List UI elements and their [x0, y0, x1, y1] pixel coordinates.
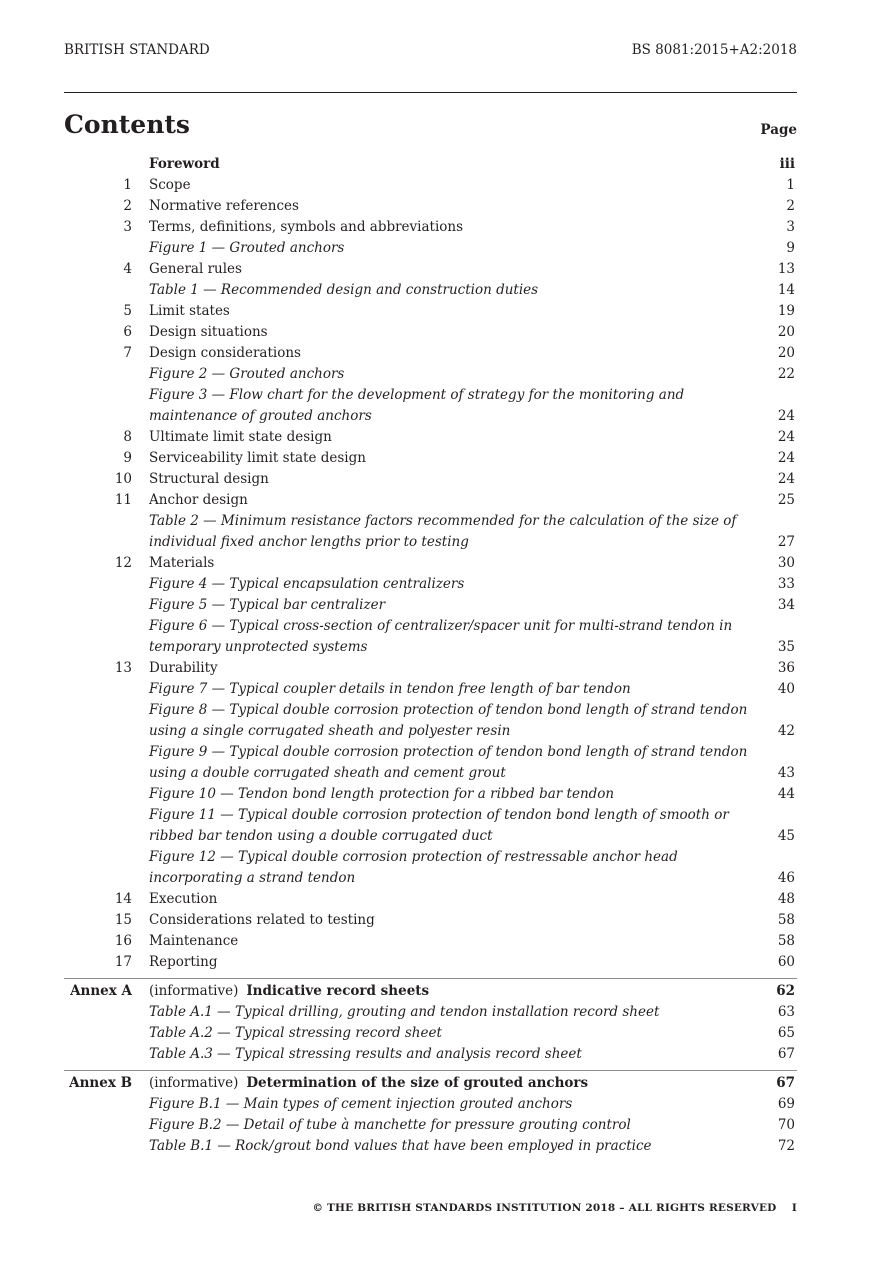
toc-subentry[interactable]	[64, 784, 797, 805]
toc-entry-number: 11	[114, 492, 132, 508]
toc-subentry[interactable]	[64, 238, 797, 259]
toc-subentry[interactable]	[64, 805, 797, 847]
toc-entry-title: Normative references	[149, 198, 299, 214]
toc-page-number: 67	[776, 1075, 795, 1091]
page-title: Contents	[64, 110, 191, 139]
toc-page-number: 46	[777, 870, 795, 886]
toc-page-number: iii	[779, 156, 795, 172]
toc-entry-title: Table A.2 — Typical stressing record sheet	[149, 1025, 442, 1041]
toc-page-number: 58	[777, 912, 795, 928]
toc-page-number: 35	[777, 639, 795, 655]
toc-entry-title: Reporting	[149, 954, 218, 970]
header-rule	[64, 92, 797, 93]
toc-subentry[interactable]	[64, 1023, 797, 1044]
table-of-contents	[64, 154, 797, 1157]
toc-page-number: 25	[777, 492, 795, 508]
toc-page-number: 20	[777, 345, 795, 361]
toc-page-number: 3	[786, 219, 795, 235]
toc-page-number: 62	[776, 983, 795, 999]
toc-entry-number: 10	[114, 471, 132, 487]
toc-page-number: 27	[777, 534, 795, 550]
toc-entry-title: Anchor design	[149, 492, 248, 508]
toc-entry[interactable]	[64, 322, 797, 343]
toc-page-number: 2	[786, 198, 795, 214]
copyright-footer: © THE BRITISH STANDARDS INSTITUTION 2018 – ALL RIGHTS RESERVED I	[312, 1202, 797, 1214]
toc-entry-number: 13	[114, 660, 132, 676]
toc-subentry[interactable]	[64, 700, 797, 742]
toc-entry-title: Terms, definitions, symbols and abbreviations	[149, 219, 464, 235]
toc-entry-number: 7	[123, 345, 132, 361]
toc-page-number: 24	[777, 450, 795, 466]
toc-entry-number: 15	[114, 912, 132, 928]
toc-entry-title: Structural design	[149, 471, 269, 487]
toc-subentry[interactable]	[64, 280, 797, 301]
toc-subentry[interactable]	[64, 1115, 797, 1136]
toc-entry[interactable]	[64, 427, 797, 448]
toc-page-number: 30	[777, 555, 795, 571]
toc-entry[interactable]	[64, 301, 797, 322]
toc-entry[interactable]	[64, 952, 797, 973]
toc-subentry[interactable]	[64, 595, 797, 616]
toc-entry[interactable]	[64, 553, 797, 574]
toc-page-number: 63	[777, 1004, 795, 1020]
toc-entry-title: Ultimate limit state design	[149, 429, 332, 445]
toc-entry-number: 3	[123, 219, 132, 235]
toc-annex-prefix: (informative)	[149, 983, 239, 999]
toc-entry-number: Annex B	[69, 1075, 132, 1091]
toc-page-number: 58	[777, 933, 795, 949]
toc-entry-title: Figure 1 — Grouted anchors	[149, 240, 345, 256]
toc-entry-title: Table B.1 — Rock/grout bond values that have been employed in practice	[149, 1138, 652, 1154]
toc-entry-title: Figure 7 — Typical coupler details in tendon free length of bar tendon	[149, 681, 631, 697]
toc-subentry[interactable]	[64, 679, 797, 700]
toc-entry-title: Figure 2 — Grouted anchors	[149, 366, 345, 382]
toc-entry-title: Figure 10 — Tendon bond length protection for a ribbed bar tendon	[149, 786, 615, 802]
toc-page-number: 43	[777, 765, 795, 781]
toc-entry-title: Figure B.2 — Detail of tube à manchette for pressure grouting control	[149, 1117, 631, 1133]
toc-entry-title: Figure 5 — Typical bar centralizer	[149, 597, 386, 613]
toc-entry[interactable]	[64, 469, 797, 490]
header-standard-number: BS 8081:2015+A2:2018	[631, 42, 797, 58]
toc-entry-title: Execution	[149, 891, 218, 907]
toc-entry[interactable]	[64, 196, 797, 217]
toc-entry[interactable]	[64, 343, 797, 364]
toc-entry[interactable]	[64, 910, 797, 931]
toc-page-number: 19	[777, 303, 795, 319]
toc-annex-title: Determination of the size of grouted anchors	[246, 1075, 589, 1091]
toc-entry-number: 4	[123, 261, 132, 277]
toc-entry-title: Figure 11 — Typical double corrosion protection of tendon bond length of smooth or ribbed bar tendon using a double corrugated duct	[149, 807, 729, 844]
toc-page-number: 9	[786, 240, 795, 256]
toc-entry[interactable]	[64, 217, 797, 238]
toc-entry-title: Scope	[149, 177, 191, 193]
toc-subentry[interactable]	[64, 574, 797, 595]
toc-entry-title: Table A.3 — Typical stressing results and analysis record sheet	[149, 1046, 582, 1062]
toc-annex-title-wrap	[149, 1073, 752, 1094]
toc-page-number: 67	[777, 1046, 795, 1062]
toc-page-number: 20	[777, 324, 795, 340]
toc-page-number: 24	[777, 429, 795, 445]
toc-entry-title: Materials	[149, 555, 215, 571]
toc-annex-entry[interactable]	[64, 978, 797, 1002]
toc-page-number: 24	[777, 408, 795, 424]
toc-entry-title: Figure 8 — Typical double corrosion protection of tendon bond length of strand tendon using a single corrugated sheath and polyester resin	[149, 702, 748, 739]
toc-page-number: 33	[777, 576, 795, 592]
toc-subentry[interactable]	[64, 1002, 797, 1023]
toc-entry-title: Durability	[149, 660, 218, 676]
toc-entry-title: General rules	[149, 261, 242, 277]
toc-entry[interactable]	[64, 448, 797, 469]
toc-entry-number: 12	[114, 555, 132, 571]
toc-page-number: 22	[777, 366, 795, 382]
toc-page-number: 34	[777, 597, 795, 613]
toc-entry-number: 9	[123, 450, 132, 466]
toc-entry-title: Considerations related to testing	[149, 912, 375, 928]
toc-page-number: 45	[777, 828, 795, 844]
toc-entry-title: Foreword	[149, 156, 220, 172]
toc-entry[interactable]	[64, 259, 797, 280]
toc-entry-number: 16	[114, 933, 132, 949]
toc-entry-number: Annex A	[70, 983, 132, 999]
toc-entry-number: 1	[123, 177, 132, 193]
toc-entry-number: 14	[114, 891, 132, 907]
toc-annex-title: Indicative record sheets	[246, 983, 430, 999]
toc-entry-title: Limit states	[149, 303, 230, 319]
toc-page-number: 1	[786, 177, 795, 193]
toc-entry[interactable]	[64, 658, 797, 679]
toc-page-number: 60	[777, 954, 795, 970]
toc-page-number: 65	[777, 1025, 795, 1041]
toc-entry-title: Figure 4 — Typical encapsulation centralizers	[149, 576, 465, 592]
toc-entry-number: 5	[123, 303, 132, 319]
toc-entry-title: Figure 12 — Typical double corrosion protection of restressable anchor head incorporating a strand tendon	[149, 849, 678, 886]
toc-entry-title: Maintenance	[149, 933, 239, 949]
toc-page-number: 40	[777, 681, 795, 697]
toc-entry[interactable]	[64, 931, 797, 952]
toc-page-number: 42	[777, 723, 795, 739]
toc-entry[interactable]	[64, 889, 797, 910]
toc-page-number: 48	[777, 891, 795, 907]
toc-entry-title: Figure B.1 — Main types of cement injection grouted anchors	[149, 1096, 573, 1112]
toc-entry-title: Serviceability limit state design	[149, 450, 366, 466]
toc-entry-title: Table A.1 — Typical drilling, grouting and tendon installation record sheet	[149, 1004, 660, 1020]
page-column-label: Page	[760, 122, 797, 138]
toc-page-number: 13	[777, 261, 795, 277]
toc-entry-title: Figure 3 — Flow chart for the development of strategy for the monitoring and maintenance of grouted anchors	[149, 387, 685, 424]
toc-entry-number: 6	[123, 324, 132, 340]
toc-entry-number: 8	[123, 429, 132, 445]
toc-annex-title-wrap	[149, 981, 752, 1002]
toc-entry-title: Design situations	[149, 324, 268, 340]
toc-subentry[interactable]	[64, 616, 797, 658]
toc-annex-entry[interactable]	[64, 1070, 797, 1094]
toc-entry-title: Figure 6 — Typical cross-section of centralizer/spacer unit for multi-strand tendon in temporary unprotected systems	[149, 618, 733, 655]
toc-entry-title: Figure 9 — Typical double corrosion protection of tendon bond length of strand tendon using a double corrugated sheath and cement grout	[149, 744, 748, 781]
toc-entry[interactable]	[64, 490, 797, 511]
toc-subentry[interactable]	[64, 847, 797, 889]
toc-entry-title: Table 1 — Recommended design and construction duties	[149, 282, 539, 298]
toc-page-number: 44	[777, 786, 795, 802]
toc-entry-title: Design considerations	[149, 345, 301, 361]
toc-entry-number: 17	[114, 954, 132, 970]
toc-page-number: 24	[777, 471, 795, 487]
toc-subentry[interactable]	[64, 1136, 797, 1157]
toc-subentry[interactable]	[64, 364, 797, 385]
toc-annex-prefix: (informative)	[149, 1075, 239, 1091]
toc-entry[interactable]	[64, 154, 797, 175]
toc-page-number: 36	[777, 660, 795, 676]
header-standard-label: BRITISH STANDARD	[64, 42, 210, 58]
toc-entry-number: 2	[123, 198, 132, 214]
toc-subentry[interactable]	[64, 1044, 797, 1065]
toc-subentry[interactable]	[64, 385, 797, 427]
toc-subentry[interactable]	[64, 742, 797, 784]
toc-entry-title: Table 2 — Minimum resistance factors recommended for the calculation of the size of individual fixed anchor lengths prior to testing	[149, 513, 737, 550]
toc-entry[interactable]	[64, 175, 797, 196]
toc-page-number: 72	[777, 1138, 795, 1154]
toc-page-number: 69	[777, 1096, 795, 1112]
toc-page-number: 70	[777, 1117, 795, 1133]
toc-subentry[interactable]	[64, 1094, 797, 1115]
toc-subentry[interactable]	[64, 511, 797, 553]
toc-page-number: 14	[777, 282, 795, 298]
